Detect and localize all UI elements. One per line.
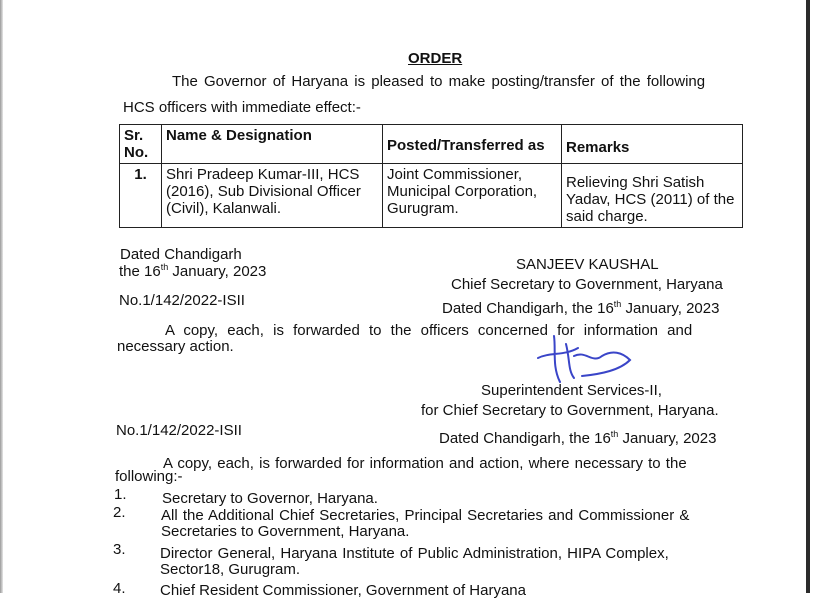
recipient-number: 1. [114, 486, 127, 503]
intro-line-2: HCS officers with immediate effect:- [123, 99, 361, 116]
row-sr: 1. [120, 164, 162, 228]
recipient-line: Secretary to Governor, Haryana. [162, 490, 378, 507]
endorsement2-number: No.1/142/2022-ISII [116, 422, 242, 439]
endorsement1-sign-line2: for Chief Secretary to Government, Haryana. [421, 402, 719, 419]
signatory-name: SANJEEV KAUSHAL [516, 256, 659, 273]
page-left-edge [0, 0, 3, 593]
header-sr-no: Sr. No. [120, 125, 162, 164]
header-posted-transferred: Posted/Transferred as [383, 125, 562, 164]
row-remarks: Relieving Shri Satish Yadav, HCS (2011) of the said charge. [562, 164, 743, 228]
recipient-line: All the Additional Chief Secretaries, Principal Secretaries and Commissioner & [161, 507, 690, 524]
endorsement1-text-line2: necessary action. [117, 338, 234, 355]
order-title: ORDER [408, 50, 463, 67]
recipient-number: 3. [113, 541, 126, 558]
recipient-line: Secretaries to Government, Haryana. [161, 523, 410, 540]
endorsement1-text-line1: A copy, each, is forwarded to the officers concerned for information and [165, 322, 693, 339]
endorsement1-date: Dated Chandigarh, the 16th January, 2023 [442, 299, 720, 317]
recipient-number: 2. [113, 504, 126, 521]
endorsement2-text-line2: following:- [115, 468, 183, 485]
recipient-line: Director General, Haryana Institute of Public Administration, HIPA Complex, [160, 545, 669, 562]
row-posted-as: Joint Commissioner, Municipal Corporation, Gurugram. [383, 164, 562, 228]
recipient-line: Chief Resident Commissioner, Government of Haryana [160, 582, 526, 599]
endorsement1-number: No.1/142/2022-ISII [119, 292, 245, 309]
page-right-edge [806, 0, 810, 593]
recipient-number: 4. [113, 580, 126, 597]
recipient-line: Sector18, Gurugram. [160, 561, 301, 578]
dated-date: the 16th January, 2023 [119, 262, 267, 280]
intro-line-1: The Governor of Haryana is pleased to make posting/transfer of the following [172, 73, 706, 90]
table-row [120, 164, 743, 228]
endorsement2-text-line1: A copy, each, is forwarded for information and action, where necessary to the [163, 455, 687, 472]
dated-place: Dated Chandigarh [120, 246, 242, 263]
table-header-row [120, 125, 743, 164]
posting-table [119, 124, 743, 228]
header-remarks: Remarks [562, 125, 743, 164]
signatory-designation: Chief Secretary to Government, Haryana [451, 276, 723, 293]
row-name-designation: Shri Pradeep Kumar-III, HCS (2016), Sub Divisional Officer (Civil), Kalanwali. [162, 164, 383, 228]
endorsement1-sign-line1: Superintendent Services-II, [481, 382, 662, 399]
signature-scribble-image [530, 330, 640, 390]
header-name-designation: Name & Designation [162, 125, 383, 164]
endorsement2-date: Dated Chandigarh, the 16th January, 2023 [439, 429, 717, 447]
